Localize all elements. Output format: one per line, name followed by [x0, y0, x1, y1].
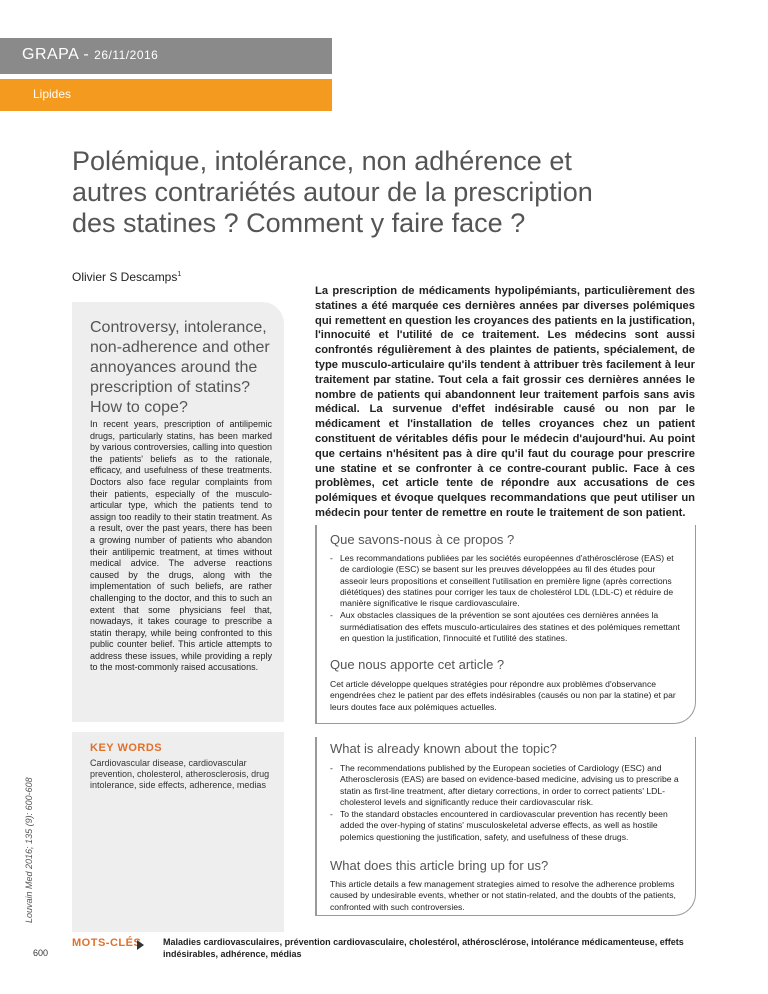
- key-words-text: Cardiovascular disease, cardiovascular prevention, cholesterol, atherosclerosis, drug intolerance, side effects, adherence, medias: [90, 758, 270, 790]
- list-item: - The recommendations published by the European societies of Cardiology (ESC) and Atherosclerosis (EAS) are based on evidence-based medicine, advising us to prescribe a statin as first-line treatment, after dietary corrections, in order to correct patients' LDL-cholesterol levels and significantly reduce their cardiovascular risk.: [330, 763, 682, 808]
- author-affiliation-mark: 1: [177, 271, 182, 278]
- panel-en-question-2: What does this article bring up for us?: [330, 858, 549, 873]
- panel-fr-bullets: [330, 553, 682, 645]
- page-number: 600: [33, 948, 49, 958]
- header-date: 26/11/2016: [94, 48, 159, 62]
- section-tab: [0, 79, 332, 111]
- english-title: Controversy, intolerance, non-adherence and other annoyances around the prescription of statins? How to cope?: [90, 319, 270, 416]
- author: Olivier S Descamps$^1$: [72, 270, 182, 284]
- panel-fr-paragraph: Cet article développe quelques stratégies pour répondre aux problèmes d'observance engendrées chez le patient par des effets indésirables (causés ou non par la statine) et par leurs doutes face aux polémiques actuelles.: [330, 679, 676, 712]
- journal-reference: Louvain Med 2016; 135 (9): 600-608: [24, 777, 34, 923]
- mots-cles-text: Maladies cardiovasculaires, prévention cardiovasculaire, cholestérol, athérosclérose, intolérance médicamenteuse, effets indésirables, adhérence, médias: [163, 937, 684, 959]
- article-title: Polémique, intolérance, non adhérence et autres contrariétés autour de la prescription des statines ? Comment y faire face ?: [72, 146, 593, 238]
- list-item: - To the standard obstacles encountered in cardiovascular prevention has recently been added the over-hyping of statins' musculoskeletal adverse effects, as well as hostile polemics questioning the justification, safety, and usefulness of these drugs.: [330, 809, 682, 843]
- mots-cles-label: MOTS-CLÉS: [72, 937, 142, 949]
- arrow-right-icon: [137, 940, 144, 950]
- panel-en-paragraph: This article details a few management strategies aimed to resolve the adherence problems caused by undesirable events, whether or not statin-related, and the doubts of the patients, confronted with such controversies.: [330, 879, 676, 912]
- english-abstract: In recent years, prescription of antilipemic drugs, particularly statins, has been marked by various controversies, calling into question the patients' beliefs as to the rationale, efficacy, and usefulness of these treatments. Doctors also face regular complaints from their patients, especially of the musculo-articular type, which the patients tend to assign too readily to their statin treatment. As a result, over the past years, there has been a growing number of patients who abandon their antilipemic treatment, at times without medical advice. The adverse reactions caused by the drugs, along with the implementation of such beliefs, are rather challenging to the doctor, and this to such an extent that some physicians feel that, nowadays, it takes courage to prescribe a statin therapy, while being confronted to this public counter belief. This article attempts to address these issues, while providing a reply to the most-commonly raised accusations.: [90, 419, 272, 673]
- panel-fr-question-2: Que nous apporte cet article ?: [330, 657, 505, 672]
- panel-en-bullets: [330, 763, 682, 844]
- journal-header-bar: [0, 38, 332, 74]
- french-abstract: La prescription de médicaments hypolipémiants, particulièrement des statines a été marquée ces dernières années par diverses polémiques qui remettent en question les croyances des patients en la justification, l'innocuité et l'utilité de ce traitement. Les médecins sont aussi confrontés régulièrement à des plaintes de patients, spécialement, de type musculo-articulaire qu'ils tendent à attribuer très facilement à leur traitement par statine. Tout cela a fait grossir ces dernières années le nombre de patients qui abandonnent leur traitement parfois sans avis médical. La survenue d'effet indésirable causé ou non par le médicament et l'installation de telles croyances chez un patient constituent de véritables défis pour le médecin d'aujourd'hui. Au point que certains n'hésitent pas à dire qu'il faut du courage pour prescrire une statine et se confronter à ce contre-courant public. Face à ces problèmes, cet article tente de répondre aux accusations de ces polémiques et évoque quelques recommandations que peut utiliser un médecin pour tenter de remettre en route le traitement de son patient.: [315, 285, 695, 519]
- panel-fr-question-1: Que savons-nous à ce propos ?: [330, 532, 515, 547]
- panel-en-question-1: What is already known about the topic?: [330, 741, 557, 756]
- list-item: - Aux obstacles classiques de la prévention se sont ajoutées ces dernières années la surmédiatisation des effets musculo-articulaires des statines et des polémiques remettant en question la justification, l'innocuité et l'utilité des statines.: [330, 610, 682, 644]
- list-item: - Les recommandations publiées par les sociétés européennes d'athérosclérose (EAS) et de cardiologie (ESC) se basent sur les preuves développées au fil des études pour asseoir leurs propositions et conseillent l'utilisation en première ligne (après corrections diététiques) des statines pour corriger les taux de cholestérol LDL (LDL-C) et réduire de manière significative le risque cardiovasculaire.: [330, 553, 682, 609]
- key-words-label: KEY WORDS: [90, 742, 163, 754]
- section-label: Lipides: [33, 87, 72, 101]
- journal-label: GRAPA - 26/11/2016: [22, 46, 159, 63]
